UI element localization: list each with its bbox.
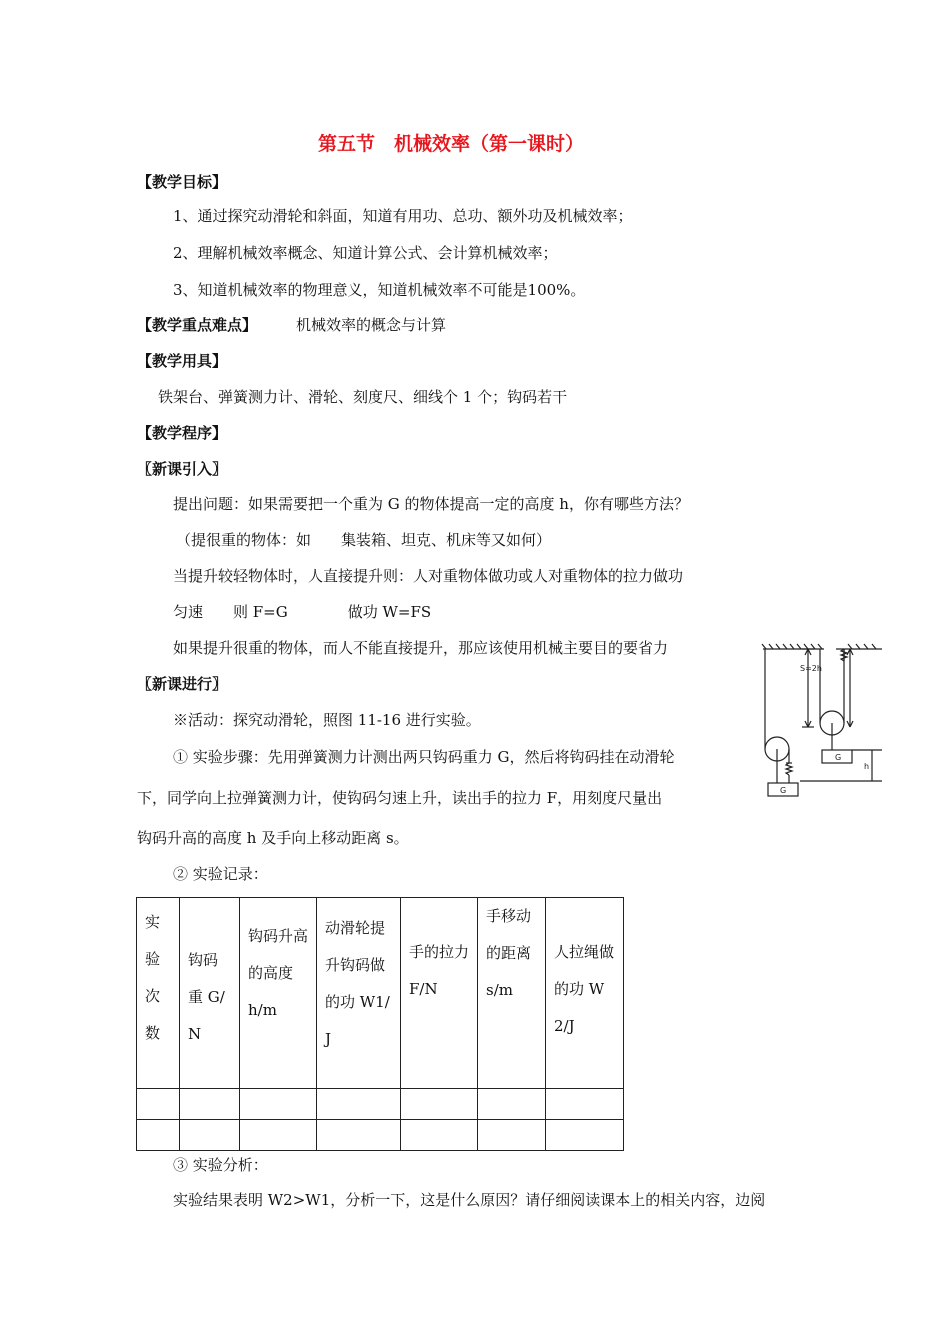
header-pull-force: 手的拉力 F/N bbox=[401, 898, 478, 1089]
label-g-left: G bbox=[780, 786, 787, 795]
table-cell[interactable] bbox=[240, 1120, 317, 1151]
header-weight: 钩码重 G/N bbox=[180, 898, 240, 1089]
table-cell[interactable] bbox=[137, 1120, 180, 1151]
table-cell[interactable] bbox=[317, 1120, 401, 1151]
objective-1: 1、通过探究动滑轮和斜面，知道有用功、总功、额外功及机械效率； bbox=[173, 207, 633, 225]
table-cell[interactable] bbox=[546, 1089, 624, 1120]
objectives-heading: 【教学目标】 bbox=[137, 173, 228, 191]
experiment-record-table bbox=[136, 897, 624, 1151]
objective-3: 3、知道机械效率的物理意义，知道机械效率不可能是100%。 bbox=[173, 281, 586, 299]
intro-line-1: 提出问题：如果需要把一个重为 G 的物体提高一定的高度 h，你有哪些方法？ bbox=[173, 495, 689, 513]
analysis-text: 实验结果表明 W2>W1，分析一下，这是什么原因？请仔细阅读课本上的相关内容，边阅 bbox=[173, 1191, 766, 1209]
header-work-w2: 人拉绳做的功 W2/J bbox=[546, 898, 624, 1089]
header-trial-number: 实验次数 bbox=[137, 898, 180, 1089]
label-s-equals-2h: S=2h bbox=[800, 664, 822, 673]
table-cell[interactable] bbox=[478, 1089, 546, 1120]
intro-line-5: 如果提升很重的物体，而人不能直接提升，那应该使用机械主要目的要省力 bbox=[173, 639, 669, 657]
table-header-row bbox=[137, 898, 624, 1089]
header-hand-distance: 手移动的距离 s/m bbox=[478, 898, 546, 1089]
table-row bbox=[137, 1089, 624, 1120]
label-h: h bbox=[864, 762, 870, 771]
table-cell[interactable] bbox=[401, 1089, 478, 1120]
table-row bbox=[137, 1120, 624, 1151]
key-points-text: 机械效率的概念与计算 bbox=[296, 316, 447, 334]
table-cell[interactable] bbox=[478, 1120, 546, 1151]
step1-line-3: 钩码升高的高度 h 及手向上移动距离 s。 bbox=[137, 829, 409, 847]
pulley-diagram bbox=[760, 637, 882, 797]
intro-line-2: （提很重的物体：如 集装箱、坦克、机床等又如何） bbox=[176, 531, 552, 549]
intro-line-4: 匀速 则 F=G 做功 W=FS bbox=[173, 603, 432, 621]
tools-text: 铁架台、弹簧测力计、滑轮、刻度尺、细线个 1 个；钩码若干 bbox=[158, 388, 568, 406]
objective-2: 2、理解机械效率概念、知道计算公式、会计算机械效率； bbox=[173, 244, 558, 262]
table-cell[interactable] bbox=[180, 1120, 240, 1151]
label-g-right: G bbox=[835, 753, 842, 762]
lesson-heading: 〖新课进行〗 bbox=[137, 675, 228, 693]
table-cell[interactable] bbox=[401, 1120, 478, 1151]
header-height: 钩码升高的高度 h/m bbox=[240, 898, 317, 1089]
table-cell[interactable] bbox=[137, 1089, 180, 1120]
table-cell[interactable] bbox=[317, 1089, 401, 1120]
analysis-heading: ③ 实验分析： bbox=[173, 1156, 268, 1174]
table-cell[interactable] bbox=[546, 1120, 624, 1151]
activity-text: ※活动：探究动滑轮，照图 11-16 进行实验。 bbox=[173, 711, 481, 729]
tools-heading: 【教学用具】 bbox=[137, 352, 228, 370]
intro-line-3: 当提升较轻物体时，人直接提升则：人对重物体做功或人对重物体的拉力做功 bbox=[173, 567, 684, 585]
procedure-heading: 【教学程序】 bbox=[137, 424, 228, 442]
key-points-heading: 【教学重点难点】 bbox=[137, 316, 258, 334]
page-title: 第五节 机械效率（第一课时） bbox=[318, 133, 585, 155]
table-cell[interactable] bbox=[180, 1089, 240, 1120]
table-cell[interactable] bbox=[240, 1089, 317, 1120]
step1-line-2: 下，同学向上拉弹簧测力计，使钩码匀速上升，读出手的拉力 F，用刻度尺量出 bbox=[137, 789, 663, 807]
header-work-w1: 动滑轮提升钩码做的功 W1/J bbox=[317, 898, 401, 1089]
step1-line-1: ① 实验步骤：先用弹簧测力计测出两只钩码重力 G，然后将钩码挂在动滑轮 bbox=[173, 748, 675, 766]
intro-heading: 〖新课引入〗 bbox=[137, 460, 228, 478]
record-heading: ② 实验记录： bbox=[173, 865, 268, 883]
